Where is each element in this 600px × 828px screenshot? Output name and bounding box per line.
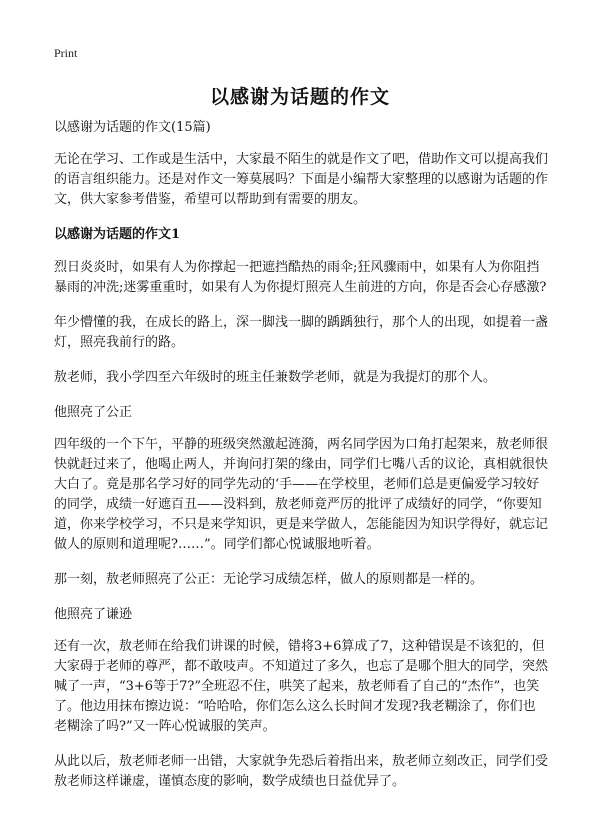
page-title: 以感谢为话题的作文 bbox=[209, 86, 390, 108]
paragraph: 那一刻，敖老师照亮了公正：无论学习成绩怎样，做人的原则都是一样的。 bbox=[54, 572, 484, 587]
intro-paragraph: 无论在学习、工作或是生活中，大家最不陌生的就是作文了吧，借助作文可以提高我们的语言组织能力。还是对作文一筹莫展吗？下面是小编帮大家整理的以感谢为话题的作文，供大家参考借鉴，希望可以帮助到有需要的朋友。 bbox=[54, 152, 549, 207]
section-heading: 以感谢为话题的作文1 bbox=[54, 227, 181, 242]
paragraph: 敖老师，我小学四至六年级时的班主任兼数学老师，就是为我提灯的那个人。 bbox=[54, 370, 497, 385]
print-label[interactable]: Print bbox=[54, 46, 78, 60]
paragraph: 从此以后，敖老师老师一出错，大家就争先恐后着指出来，敖老师立刻改正，同学们受敖老师这样谦虚，谨慎态度的影响，数学成绩也日益优异了。 bbox=[54, 754, 549, 789]
paragraph: 烈日炎炎时，如果有人为你撑起一把遮挡酷热的雨伞;狂风骤雨中，如果有人为你阻挡暴雨的冲洗;迷雾重重时，如果有人为你提灯照亮人生前进的方向，你是否会心存感激? bbox=[54, 260, 547, 295]
paragraph: 还有一次，敖老师在给我们讲课的时候，错将3+6算成了7，这种错误是不该犯的，但大家碍于老师的尊严，都不敢吱声。不知道过了多久，也忘了是哪个胆大的同学，突然喊了一声，“3+6等于7?”全班忍不住，哄笑了起来，敖老师看了自己的“杰作”，也笑了。他边用抹布擦边说：“哈哈哈，你们怎么这么长时间才发现?我老糊涂了，你们也老糊涂了吗?”又一阵心悦诚服的笑声。 bbox=[54, 639, 549, 734]
subheading: 他照亮了谦逊 bbox=[54, 607, 133, 622]
subtitle: 以感谢为话题的作文(15篇) bbox=[54, 120, 211, 135]
paragraph: 四年级的一个下午，平静的班级突然激起涟漪，两名同学因为口角打起架来，敖老师很快就赶过来了，他喝止两人，并询问打架的缘由，同学们七嘴八舌的议论，真相就很快大白了。竟是那名学习好的同学先动的‘手——在学校里，老师们总是更偏爱学习较好的同学，成绩一好遮百丑——没料到，敖老师竟严厉的批评了成绩好的同学，“你要知道，你来学校学习，不只是来学知识，更是来学做人，怎能能因为知识学得好，就忘记做人的原则和道理呢?……”。同学们都心悦诚服地听着。 bbox=[54, 437, 549, 552]
subheading: 他照亮了公正 bbox=[54, 405, 133, 420]
article-body bbox=[54, 118, 548, 807]
paragraph: 年少懵懂的我，在成长的路上，深一脚浅一脚的踽踽独行，那个人的出现，如提着一盏灯，照亮我前行的路。 bbox=[54, 315, 549, 350]
